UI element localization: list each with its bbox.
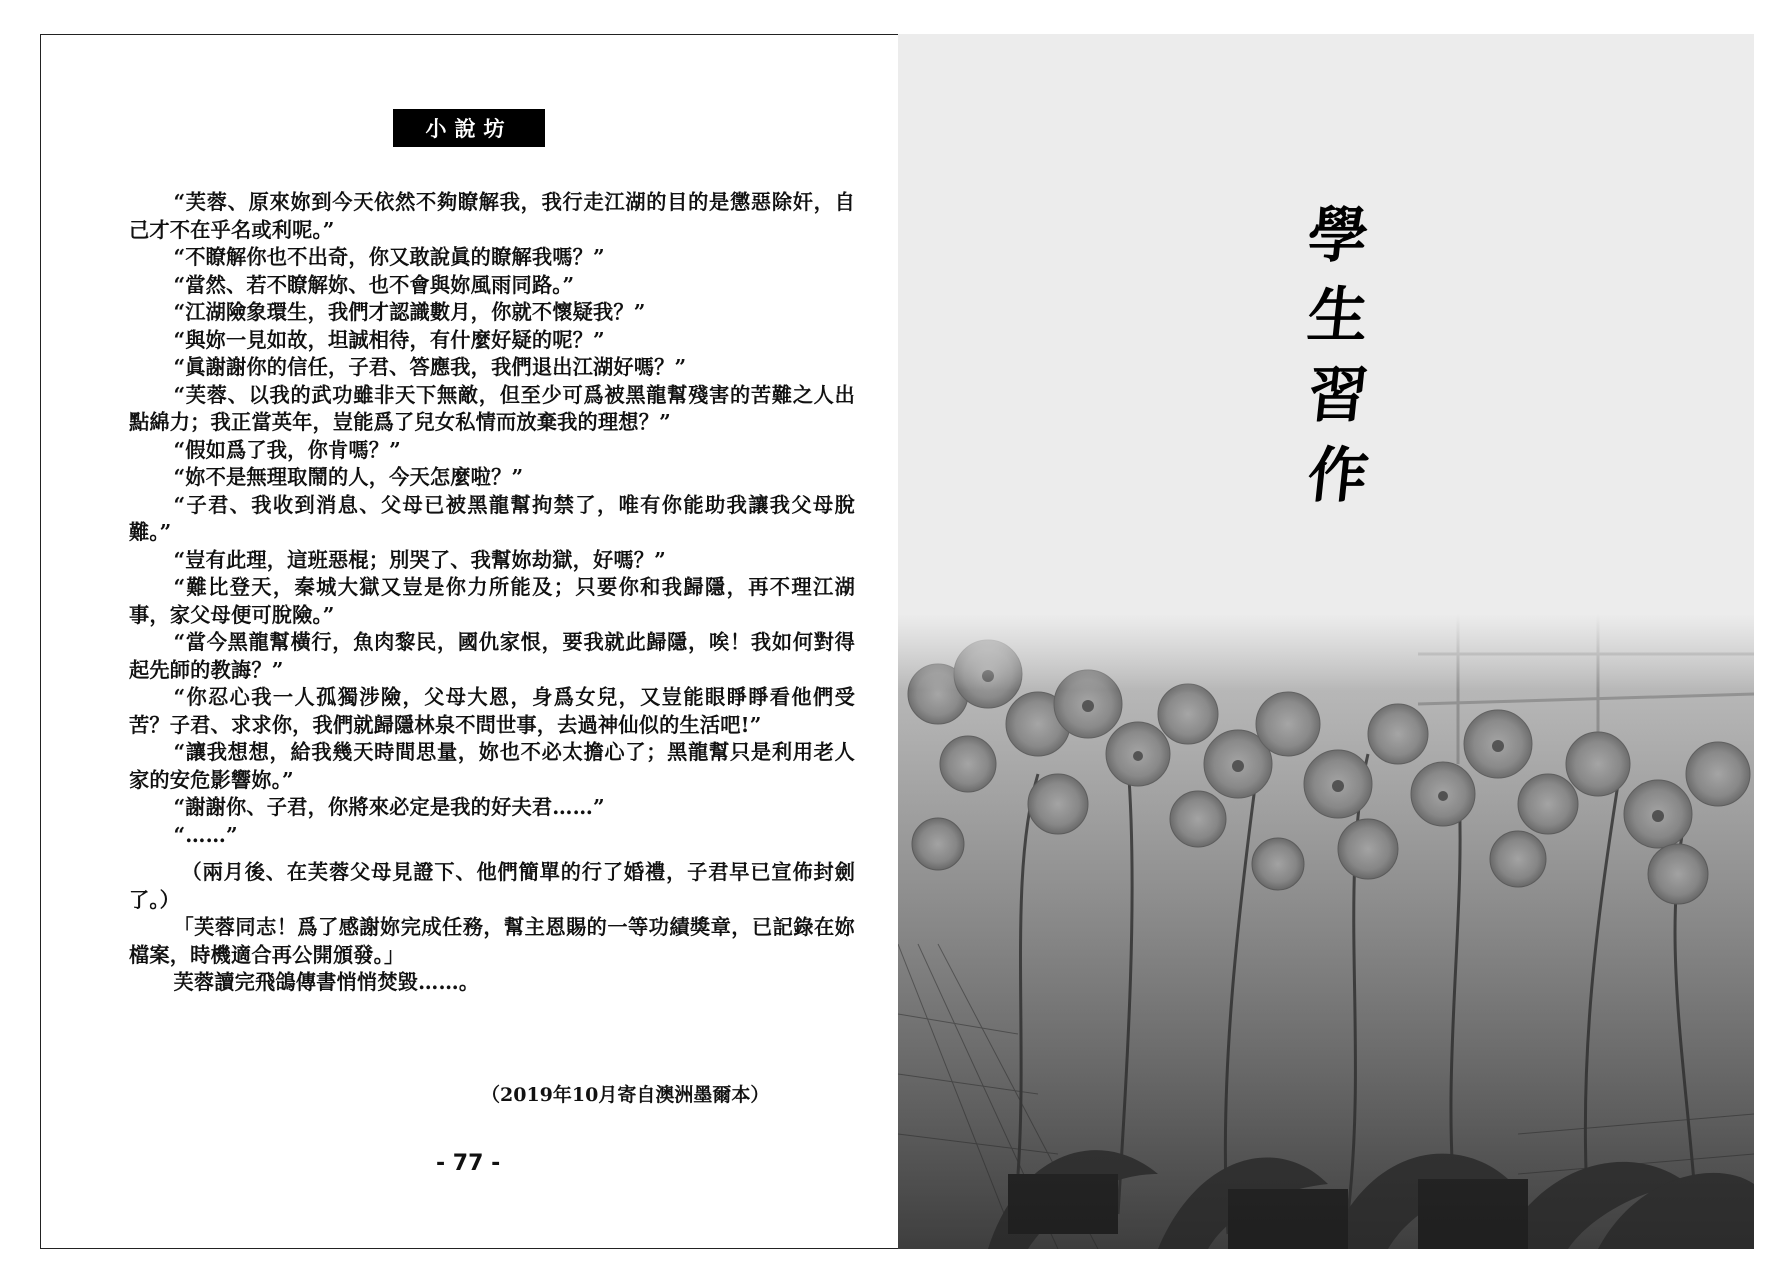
narration-paragraph: （兩月後、在芙蓉父母見證下、他們簡單的行了婚禮，子君早已宣佈封劍了。） xyxy=(129,860,855,912)
story-paragraph: “你忍心我一人孤獨涉險，父母大恩，身爲女兒，又豈能眼睜睜看他們受苦？子君、求求你，我們就歸隱林泉不問世事，去過神仙似的生活吧!” xyxy=(129,685,855,737)
story-paragraph: “豈有此理，這班惡棍；別哭了、我幫妳劫獄，好嗎？” xyxy=(173,547,666,572)
story-paragraph: “難比登天，秦城大獄又豈是你力所能及；只要你和我歸隱，再不理江湖事，家父母便可脫險。” xyxy=(129,575,855,627)
story-paragraph: “妳不是無理取鬧的人，今天怎麼啦？” xyxy=(173,465,524,489)
story-paragraph: “眞謝謝你的信任，子君、答應我，我們退出江湖好嗎？” xyxy=(173,355,687,379)
story-paragraph: “當然、若不瞭解妳、也不會與妳風雨同路。” xyxy=(173,272,575,297)
story-paragraph: “讓我想想，給我幾天時間思量，妳也不必太擔心了；黑龍幫只是利用老人家的安危影響妳。” xyxy=(129,740,855,792)
orchid-photo-icon xyxy=(898,614,1754,1249)
story-paragraph: “芙蓉、原來妳到今天依然不夠瞭解我，我行走江湖的目的是懲惡除奸，自己才不在乎名或利呢。” xyxy=(129,190,855,242)
story-paragraph: “與妳一見如故，坦誠相待，有什麼好疑的呢？” xyxy=(173,327,605,352)
title-char: 作 xyxy=(1304,441,1372,511)
left-page xyxy=(40,34,898,1249)
story-paragraph: “……” xyxy=(173,822,238,847)
story-paragraph: “江湖險象環生，我們才認識數月，你就不懷疑我？” xyxy=(173,300,646,324)
narration-paragraph: 芙蓉讀完飛鴿傳書悄悄焚毀……。 xyxy=(173,970,480,994)
section-title-vertical xyxy=(1294,196,1382,516)
story-text xyxy=(129,189,855,997)
story-paragraph: “謝謝你、子君，你將來必定是我的好夫君……” xyxy=(173,795,605,819)
title-char: 學 xyxy=(1304,201,1372,271)
story-paragraph: “子君、我收到消息、父母已被黑龍幫拘禁了，唯有你能助我讓我父母脫難。” xyxy=(129,492,855,544)
narration-paragraph: 「芙蓉同志！爲了感謝妳完成任務，幫主恩賜的一等功績獎章，已記錄在妳檔案，時機適合再公開頒發。」 xyxy=(129,915,855,967)
section-label: 小說坊 xyxy=(393,109,545,147)
page-number: - 77 - xyxy=(436,1151,501,1176)
signature-line: （2019年10月寄自澳洲墨爾本） xyxy=(481,1084,770,1106)
story-paragraph: “不瞭解你也不出奇，你又敢說眞的瞭解我嗎？” xyxy=(173,245,605,269)
story-paragraph: “假如爲了我，你肯嗎？” xyxy=(173,437,401,462)
right-page xyxy=(898,34,1754,1249)
title-char: 習 xyxy=(1304,361,1372,431)
title-char: 生 xyxy=(1304,281,1372,351)
story-paragraph: “芙蓉、以我的武功雖非天下無敵，但至少可爲被黑龍幫殘害的苦難之人出點綿力；我正當英年，豈能爲了兒女私情而放棄我的理想？” xyxy=(129,382,855,434)
story-paragraph: “當今黑龍幫橫行，魚肉黎民，國仇家恨，要我就此歸隱，唉！我如何對得起先師的教誨？” xyxy=(129,630,855,682)
